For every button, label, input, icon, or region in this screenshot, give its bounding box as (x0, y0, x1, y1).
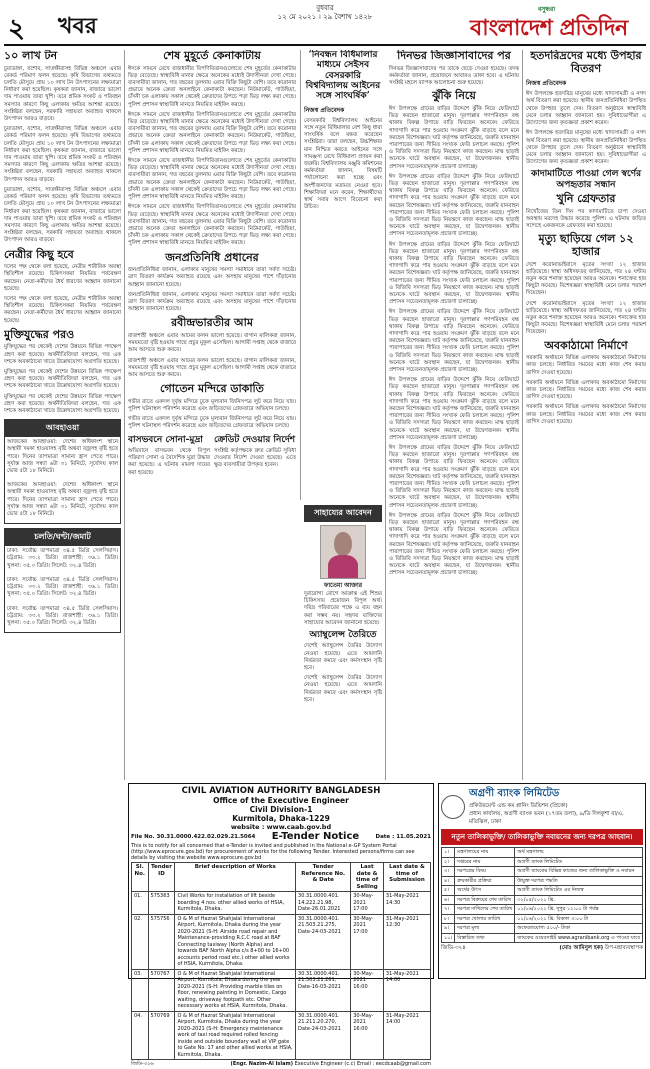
table-cell: 04. (132, 1011, 149, 1060)
column-2 (128, 50, 296, 780)
table-cell: 30-May-2021 17:00 (351, 892, 384, 915)
table-cell: দপ্তরের নাম (455, 857, 515, 867)
tender-email: Email : eecdcaab@gmail.com (356, 1061, 431, 1067)
table-cell: দরপত্র খোলার তারিখ (455, 914, 515, 924)
table-header: Last date & time of Submission (383, 863, 430, 892)
tender-intro: This is to notify for all concerned that e-Tender is invited and published in the National e-GP System Portal (http://www.eprocure.gov.bd) for procurement of works for the following Tender. Interested persons/firms can see details by visiting the website www.eprocure.gov.bd (131, 843, 415, 861)
table-cell: অগ্রণী ব্যাংকের বিভিন্ন কাজের জন্য তালিকাভুক্তি ও নবায়ন (515, 867, 643, 877)
column-divider (124, 50, 125, 780)
table-cell: ৩১/০৫/২০২১ খ্রি. (515, 895, 643, 905)
table-cell: ০১/০৬/২০২১ খ্রি. বিকাল ৩:০০ টা (515, 914, 643, 924)
article-body-continued: মুক্তিযুদ্ধের পর থেকেই দেশের উন্নয়নে বিভিন্ন পদক্ষেপ গ্রহণ করা হয়েছে। অর্থনীতিবিদরা বলছেন, গত এক দশকে অবকাঠামো খাতে উল্লেখযোগ্য অগ্রগতি হয়েছে। (4, 369, 121, 390)
article-body-continued: ঈদ উপলক্ষে গ্রামের বাড়ির উদ্দেশে ঝুঁকি নিয়ে ফেরিঘাটে ভিড় করছেন হাজারো মানুষ। দূরপাল্লার গণপরিবহন বন্ধ থাকায় বিকল্প উপায়ে বাড়ি ফিরছেন অনেকে। ফেরিতে গাদাগাদি করে পার হওয়ায় সংক্রমণ ঝুঁকি বাড়ছে বলে মনে করছেন বিশেষজ্ঞরা। ঘাট কর্তৃপক্ষ জানিয়েছে, জরুরি যানবাহন পারাপারের জন্য সীমিত সংখ্যক ফেরি চলাচল করছে। পুলিশ ও বিজিবি সদস্যরা ভিড় নিয়ন্ত্রণে কাজ করছেন। মাস্ক ছাড়াই অনেকে ঘাটে অবস্থান করছেন, যা উদ্বেগজনক। স্থানীয় প্রশাসন সচেতনতামূলক প্রচারণা চালাচ্ছে। (389, 309, 519, 373)
table-cell: 03. (132, 969, 149, 1011)
table-cell: 31-May-2021 14:30 (383, 892, 430, 915)
table-cell: 31-May-2021 14:00 (383, 1011, 430, 1060)
bank-address: প্রধান কার্যালয়, অগ্রণী ব্যাংক ভবন (১৭তম তলা), ৯/ডি দিলকুশা বা/এ, মতিঝিল, ঢাকা (469, 811, 624, 825)
headline: জনপ্রতিনিধি প্রধানের (165, 250, 259, 264)
article-body-continued: চুয়াডাঙ্গা, যশোর, সাতক্ষীরাসহ বিভিন্ন অঞ্চলে এবার রেকর্ড পরিমাণ ফলন হয়েছে। কৃষি বিভাগের তথ্যমতে চলতি মৌসুমে প্রায় ১০ লাখ টন উৎপাদনের লক্ষ্যমাত্রা নির্ধারণ করা হয়েছিল। কৃষকরা জানান, বাজারে ভালো দাম পাওয়ায় তারা খুশি। তবে শ্রমিক সংকট ও পরিবহন সমস্যার কারণে কিছু এলাকায় ক্ষতির আশঙ্কা রয়েছে। সংশ্লিষ্টরা বলছেন, সরকারি সহায়তা অব্যাহত থাকলে উৎপাদন আরও বাড়বে। (4, 126, 121, 183)
table-cell: O & M of Hazrat Shahjalal International Airport, Kurmitola, Dhaka during the year 2020-2021 (S-H: Providing marble tiles on floor, renewing painting in Domestic, Cargo waiting, driveway footpath etc. Other necessary works at HSIA, Kurmitola, Dhaka. (175, 969, 296, 1011)
tender-table (131, 862, 431, 1060)
bank-header (441, 786, 643, 827)
box-body-continued: ঢাকা: সর্বোচ্চ তাপমাত্রা ৩৪.৫ ডিগ্রি সেলসিয়াস। চট্টগ্রাম: ৩৩.২ ডিগ্রি। রাজশাহী: ৩৬.১ ডিগ্রি। খুলনা: ৩৫.০ ডিগ্রি। সিলেট: ৩২.৪ ডিগ্রি। (7, 605, 118, 626)
article-body: সংশ্লিষ্ট কর্তৃপক্ষকে দ্রুত ক্রেডিট সুবিধা দেওয়ার নির্দেশ দেওয়া হয়েছে। এতে ক্ষুদ্র ব্যবসায়ীরা উপকৃত হবেন। (214, 448, 296, 469)
signature-name: (মোঃ আমিনুল হক) (559, 945, 604, 951)
article-body: বেসরকারি বিশ্ববিদ্যালয় আইনের সঙ্গে নতুন বিধিমালার বেশ কিছু ধারা সাংঘর্ষিক বলে মন্তব্য করেছেন সংশ্লিষ্টরা। তারা বলছেন, উচ্চশিক্ষার মান নিশ্চিত করতে আইনের সঙ্গে সামঞ্জস্য রেখে বিধিমালা প্রণয়ন করা জরুরি। বিশ্ববিদ্যালয় মঞ্জুরি কমিশনের কর্মকর্তারা জানান, বিষয়টি পর্যালোচনা করা হচ্ছে এবং অংশীজনদের মতামত নেওয়া হবে। শিক্ষাবিদরা মনে করেন, শিক্ষার্থীদের স্বার্থ সবার আগে বিবেচনা করা উচিত। (304, 117, 382, 211)
table-header: Sl. No. (132, 863, 149, 892)
article-body-continued: সরকারি অর্থায়নে বিভিন্ন এলাকায় অবকাঠামো নির্মাণের কাজ চলছে। নির্ধারিত সময়ের মধ্যে কাজ শেষ করার তাগিদ দেওয়া হয়েছে। (526, 379, 646, 401)
day: বুধবার (316, 4, 334, 12)
article-body-continued: ঈদ উপলক্ষে গ্রামের বাড়ির উদ্দেশে ঝুঁকি নিয়ে ফেরিঘাটে ভিড় করছেন হাজারো মানুষ। দূরপাল্লার গণপরিবহন বন্ধ থাকায় বিকল্প উপায়ে বাড়ি ফিরছেন অনেকে। ফেরিতে গাদাগাদি করে পার হওয়ায় সংক্রমণ ঝুঁকি বাড়ছে বলে মনে করছেন বিশেষজ্ঞরা। ঘাট কর্তৃপক্ষ জানিয়েছে, জরুরি যানবাহন পারাপারের জন্য সীমিত সংখ্যক ফেরি চলাচল করছে। পুলিশ ও বিজিবি সদস্যরা ভিড় নিয়ন্ত্রণে কাজ করছেন। মাস্ক ছাড়াই অনেকে ঘাটে অবস্থান করছেন, যা উদ্বেগজনক। স্থানীয় প্রশাসন সচেতনতামূলক প্রচারণা চালাচ্ছে। (389, 173, 519, 238)
table-header-row (132, 863, 431, 892)
article-body-continued: দলের পক্ষ থেকে বলা হয়েছে, নেত্রীর শারীরিক অবস্থা স্থিতিশীল রয়েছে। চিকিৎসকরা নিয়মিত পর্যবেক্ষণ করছেন। নেতা-কর্মীদের ধৈর্য ধারণের আহ্বান জানানো হয়েছে। (4, 295, 121, 324)
column-divider (300, 50, 301, 500)
table-row (442, 848, 643, 858)
article-body: চুয়াডাঙ্গা, যশোর, সাতক্ষীরাসহ বিভিন্ন অঞ্চলে এবার রেকর্ড পরিমাণ ফলন হয়েছে। কৃষি বিভাগের তথ্যমতে চলতি মৌসুমে প্রায় ১০ লাখ টন উৎপাদনের লক্ষ্যমাত্রা নির্ধারণ করা হয়েছিল। কৃষকরা জানান, বাজারে ভালো দাম পাওয়ায় তারা খুশি। তবে শ্রমিক সংকট ও পরিবহন সমস্যার কারণে কিছু এলাকায় ক্ষতির আশঙ্কা রয়েছে। সংশ্লিষ্টরা বলছেন, সরকারি সহায়তা অব্যাহত থাকলে উৎপাদন আরও বাড়বে। (4, 65, 121, 123)
headline: কাদামাটিতে পাওয়া গেল স্বর্ণের অপহৃতার সন্ধান (530, 169, 642, 190)
table-cell: অফেরতযোগ্য ৫০০/- টাকা (515, 924, 643, 934)
table-cell: অগ্রণী ব্যাংক লিমিটেড (515, 857, 643, 867)
table-row (132, 892, 431, 915)
article-body: দেশে করোনাভাইরাসে মৃতের সংখ্যা ১২ হাজার ছাড়িয়েছে। স্বাস্থ্য অধিদফতর জানিয়েছে, গত ২৪ ঘণ্টায় নতুন করে শনাক্ত হয়েছেন আরও অনেকে। শনাক্তের হার কিছুটা কমেছে। বিশেষজ্ঞরা স্বাস্থ্যবিধি মেনে চলার পরামর্শ দিয়েছেন। (526, 261, 646, 297)
table-cell: ৫। (442, 886, 455, 896)
article-body-continued: ঈদ উপলক্ষে গ্রামের বাড়ির উদ্দেশে ঝুঁকি নিয়ে ফেরিঘাটে ভিড় করছেন হাজারো মানুষ। দূরপাল্লার গণপরিবহন বন্ধ থাকায় বিকল্প উপায়ে বাড়ি ফিরছেন অনেকে। ফেরিতে গাদাগাদি করে পার হওয়ায় সংক্রমণ ঝুঁকি বাড়ছে বলে মনে করছেন বিশেষজ্ঞরা। ঘাট কর্তৃপক্ষ জানিয়েছে, জরুরি যানবাহন পারাপারের জন্য সীমিত সংখ্যক ফেরি চলাচল করছে। পুলিশ ও বিজিবি সদস্যরা ভিড় নিয়ন্ত্রণে কাজ করছেন। মাস্ক ছাড়াই অনেকে ঘাটে অবস্থান করছেন, যা উদ্বেগজনক। স্থানীয় প্রশাসন সচেতনতামূলক প্রচারণা চালাচ্ছে। (389, 445, 519, 509)
table-cell: ব্যাংকের ওয়েবসাইট www.agranibank.org এ পাওয়া যাবে (515, 933, 643, 943)
bank-notice-title: নতুন তালিকাভুক্তি/ তালিকাভুক্তি নবায়নের জন্য দরপত্র আহবান। (441, 829, 643, 845)
article-body-continued: দেশেই অ্যাম্বুলেন্স তৈরির উদ্যোগ নেওয়া হয়েছে। এতে আমদানি নির্ভরতা কমবে এবং কর্মসংস্থান সৃষ্টি হবে। (304, 675, 382, 703)
table-cell: 575756 (148, 914, 175, 969)
box-title: চলতি/ঘণ্টা/জমাট (5, 529, 120, 546)
box-title: আবহাওয়া (5, 420, 120, 437)
headline: নেত্রীর কিছু হবে (4, 247, 74, 261)
table-cell: 30-May-2021 16:00 (351, 1011, 384, 1060)
article-body: মুক্তিযুদ্ধের পর থেকেই দেশের উন্নয়নে বিভিন্ন পদক্ষেপ গ্রহণ করা হয়েছে। অর্থনীতিবিদরা বলছেন, গত এক দশকে অবকাঠামো খাতে উল্লেখযোগ্য অগ্রগতি হয়েছে। (4, 344, 121, 365)
article-body-continued: রাজশাহী অঞ্চলে এবার আমের ফলন ভালো হয়েছে। বাগান মালিকরা জানান, সময়মতো বৃষ্টি হওয়ায় গাছে প্রচুর মুকুল এসেছিল। আগামী সপ্তাহ থেকে বাজারে আম আসতে শুরু করবে। (128, 357, 296, 379)
headline: ঝুঁকি নিয়ে (432, 89, 476, 103)
table-cell: ক্রয়কারীর প্রক্রিয়া (455, 876, 515, 886)
headline: দিনভর জিজ্ঞাসাবাদের পর (397, 50, 511, 62)
tender-division: Civil Division-1 (249, 805, 313, 814)
dateline (220, 4, 430, 22)
table-cell: 31-May-2021 12:30 (383, 914, 430, 969)
table-cell: উন্মুক্ত দরপত্র পদ্ধতি (515, 876, 643, 886)
table-cell: O & M of Hazrat Shahjalal International Airport, Kurmitola, Dhaka during the year 2020-2021 (S-H: Airside road repair and Maintenance-providing R.C.C road at BAF Connecting taxiway (North Alpha) and towards BAF North Alpha c/s 8+00 to 16+00 accounts period road etc.) other allied works of HSIA, Kurmitola, Dhaka. (175, 914, 296, 969)
column-1 (4, 50, 121, 975)
table-cell: ৪। (442, 876, 455, 886)
table-cell: ৩। (442, 867, 455, 877)
article-body: দেশেই অ্যাম্বুলেন্স তৈরির উদ্যোগ নেওয়া হয়েছে। এতে আমদানি নির্ভরতা কমবে এবং কর্মসংস্থান সৃষ্টি হবে। (304, 643, 382, 671)
appeal-body: দুরারোগ্য রোগে আক্রান্ত এই শিশুর চিকিৎসায় প্রয়োজন বিপুল অর্থ। দরিদ্র পরিবারের পক্ষে এ ব্যয় বহন করা সম্ভব নয়। সহৃদয় ব্যক্তিদের সাহায্যের আবেদন জানানো হয়েছে। (304, 591, 382, 626)
table-row (442, 867, 643, 877)
bank-notice (438, 783, 646, 979)
article-body: নিখোঁজের তিন দিন পর কাদামাটিতে চাপা দেওয়া অবস্থায় মরদেহ উদ্ধার করেছে পুলিশ। এ ঘটনায় জড়িত সন্দেহে একজনকে গ্রেফতার করা হয়েছে। (526, 208, 646, 230)
article-body-continued: ঈদ উপলক্ষে গ্রামের বাড়ির উদ্দেশে ঝুঁকি নিয়ে ফেরিঘাটে ভিড় করছেন হাজারো মানুষ। দূরপাল্লার গণপরিবহন বন্ধ থাকায় বিকল্প উপায়ে বাড়ি ফিরছেন অনেকে। ফেরিতে গাদাগাদি করে পার হওয়ায় সংক্রমণ ঝুঁকি বাড়ছে বলে মনে করছেন বিশেষজ্ঞরা। ঘাট কর্তৃপক্ষ জানিয়েছে, জরুরি যানবাহন পারাপারের জন্য সীমিত সংখ্যক ফেরি চলাচল করছে। পুলিশ ও বিজিবি সদস্যরা ভিড় নিয়ন্ত্রণে কাজ করছেন। মাস্ক ছাড়াই অনেকে ঘাটে অবস্থান করছেন, যা উদ্বেগজনক। স্থানীয় প্রশাসন সচেতনতামূলক প্রচারণা চালাচ্ছে। (389, 241, 519, 306)
masthead (0, 0, 650, 46)
table-cell: 575363 (148, 892, 175, 915)
article-body: সরকারি অর্থায়নে বিভিন্ন এলাকায় অবকাঠামো নির্মাণের কাজ চলছে। নির্ধারিত সময়ের মধ্যে কাজ শেষ করার তাগিদ দেওয়া হয়েছে। (526, 355, 646, 376)
article-body: দিনভর জিজ্ঞাসাবাদের পর তাকে ছেড়ে দেওয়া হয়েছে। তদন্ত কর্মকর্তারা জানান, প্রয়োজনে আবারও ডাকা হবে। এ ঘটনায় সংশ্লিষ্ট মহলে ব্যাপক আলোচনা শুরু হয়েছে। (389, 65, 519, 87)
headline: রবীন্দ্রভারতীর আম (171, 316, 253, 330)
table-row (442, 924, 643, 934)
table-row (442, 933, 643, 943)
table-row (442, 905, 643, 915)
article-body-continued: ঈদকে সামনে রেখে রাজধানীর বিপণিবিতানগুলোতে শেষ মুহূর্তের কেনাকাটার ভিড় বেড়েছে। স্বাস্থ্যবিধি মানার ক্ষেত্রে অনেকের মধ্যেই উদাসীনতা দেখা গেছে। ব্যবসায়ীরা জানান, গত বছরের তুলনায় এবার বিক্রি কিছুটা বেশি। তবে করোনার প্রভাবে অনেক ক্রেতা অনলাইনে কেনাকাটা করছেন। নিউমার্কেট, গাউছিয়া, চাঁদনী চক এলাকায় সকাল থেকেই ক্রেতাদের উপচে পড়া ভিড় লক্ষ্য করা গেছে। পুলিশ প্রশাসন স্বাস্থ্যবিধি মানতে নিয়মিত মাইকিং করছে। (128, 111, 296, 154)
headline: মৃত্যু ছাড়িয়ে গেল ১২ হাজার (538, 232, 634, 258)
table-cell: 01. (132, 892, 149, 915)
headline: গোতেন মন্দিরে ডাকাতি (160, 382, 264, 396)
tender-title: E-Tender Notice (271, 831, 360, 842)
tender-footer (131, 1061, 431, 1069)
bank-footer (441, 945, 643, 953)
article-body: রাজশাহী অঞ্চলে এবার আমের ফলন ভালো হয়েছে। বাগান মালিকরা জানান, সময়মতো বৃষ্টি হওয়ায় গাছে প্রচুর মুকুল এসেছিল। আগামী সপ্তাহ থেকে বাজারে আম আসতে শুরু করবে। (128, 333, 296, 354)
tender-address: Kurmitola, Dhaka-1229 (232, 814, 330, 823)
newspaper-logo: বাংলাদেশ প্রতিদিন (470, 15, 628, 41)
table-cell: ১০। (442, 933, 455, 943)
tender-meta (131, 831, 431, 842)
table-cell: অর্থের উৎস (455, 886, 515, 896)
table-header: Last date & time of Selling (351, 863, 384, 892)
bank-table (441, 847, 643, 943)
table-cell: অর্থ মন্ত্রণালয় (515, 848, 643, 858)
info-box (4, 528, 121, 633)
table-cell: O & M of Hazrat Shahjalal International Airport, Kurmitola, Dhaka during the year 2020-2021 (S-H: Emergency maintenance work of taxi road required rolled fencing inside and outside boundary wall at VIP gate to Gate No. 17 and other allied works at HSIA, Kurmitola, Dhaka. (175, 1011, 296, 1060)
column-divider (522, 50, 523, 780)
headline: অ্যাম্বুলেন্স তৈরিতে (309, 630, 377, 641)
article-body-continued: ঈদকে সামনে রেখে রাজধানীর বিপণিবিতানগুলোতে শেষ মুহূর্তের কেনাকাটার ভিড় বেড়েছে। স্বাস্থ্যবিধি মানার ক্ষেত্রে অনেকের মধ্যেই উদাসীনতা দেখা গেছে। ব্যবসায়ীরা জানান, গত বছরের তুলনায় এবার বিক্রি কিছুটা বেশি। তবে করোনার প্রভাবে অনেক ক্রেতা অনলাইনে কেনাকাটা করছেন। নিউমার্কেট, গাউছিয়া, চাঁদনী চক এলাকায় সকাল থেকেই ক্রেতাদের উপচে পড়া ভিড় লক্ষ্য করা গেছে। পুলিশ প্রশাসন স্বাস্থ্যবিধি মানতে নিয়মিত মাইকিং করছে। (128, 158, 296, 201)
article-body-continued: ঈদ উপলক্ষে গ্রামের বাড়ির উদ্দেশে ঝুঁকি নিয়ে ফেরিঘাটে ভিড় করছেন হাজারো মানুষ। দূরপাল্লার গণপরিবহন বন্ধ থাকায় বিকল্প উপায়ে বাড়ি ফিরছেন অনেকে। ফেরিতে গাদাগাদি করে পার হওয়ায় সংক্রমণ ঝুঁকি বাড়ছে বলে মনে করছেন বিশেষজ্ঞরা। ঘাট কর্তৃপক্ষ জানিয়েছে, জরুরি যানবাহন পারাপারের জন্য সীমিত সংখ্যক ফেরি চলাচল করছে। পুলিশ ও বিজিবি সদস্যরা ভিড় নিয়ন্ত্রণে কাজ করছেন। মাস্ক ছাড়াই অনেকে ঘাটে অবস্থান করছেন, যা উদ্বেগজনক। স্থানীয় প্রশাসন সচেতনতামূলক প্রচারণা চালাচ্ছে। (389, 377, 519, 441)
headline: হতদরিদ্রদের মধ্যে উপহার বিতরণ (530, 50, 642, 75)
table-cell: ০১/০৬/২০২১ খ্রি. দুপুর ১২:০০ টা পর্যন্ত (515, 905, 643, 915)
table-header: Tender Reference No. & Date (296, 863, 351, 892)
section-name: খবর (58, 13, 97, 39)
table-cell: দরপত্র মূল্য (455, 924, 515, 934)
article-body: জনপ্রতিনিধিরা জানান, এলাকার মানুষের সমস্যা সমাধানে তারা সর্বদা সচেষ্ট। ত্রাণ বিতরণ কার্যক্রম অব্যাহত রয়েছে এবং অসহায় মানুষের পাশে দাঁড়ানোর আহ্বান জানানো হয়েছে। (128, 267, 296, 288)
headline: ক্রেডিট দেওয়ার নির্দেশ (214, 434, 296, 445)
bottom-briefs (128, 435, 296, 480)
photo-caption: ফাতেমা আক্তার (323, 582, 363, 589)
tender-date: Date : 11.05.2021 (375, 833, 431, 840)
tender-website: website : www.caab.gov.bd (230, 823, 332, 831)
table-cell: ২। (442, 857, 455, 867)
column-5 (526, 50, 646, 780)
table-cell: দরপত্রের বিষয় (455, 867, 515, 877)
appeal-section (304, 505, 382, 780)
table-cell: 570769 (148, 1011, 175, 1060)
box-body-continued: আজকের আবহাওয়া: দেশের অধিকাংশ স্থানে অস্থায়ী দমকা হাওয়াসহ বৃষ্টি অথবা বজ্রসহ বৃষ্টি হতে পারে। দিনের তাপমাত্রা সামান্য হ্রাস পেতে পারে। সূর্যাস্ত আজ সন্ধ্যা ৬টা ৩১ মিনিটে, সূর্যোদয় কাল ভোর ৫টা ১৮ মিনিটে। (7, 482, 118, 518)
bank-logo-icon (441, 795, 465, 819)
headline: শেষ মুহূর্তে কেনাকাটায় (163, 50, 261, 62)
article-body-continued: ঈদকে সামনে রেখে রাজধানীর বিপণিবিতানগুলোতে শেষ মুহূর্তের কেনাকাটার ভিড় বেড়েছে। স্বাস্থ্যবিধি মানার ক্ষেত্রে অনেকের মধ্যেই উদাসীনতা দেখা গেছে। ব্যবসায়ীরা জানান, গত বছরের তুলনায় এবার বিক্রি কিছুটা বেশি। তবে করোনার প্রভাবে অনেক ক্রেতা অনলাইনে কেনাকাটা করছেন। নিউমার্কেট, গাউছিয়া, চাঁদনী চক এলাকায় সকাল থেকেই ক্রেতাদের উপচে পড়া ভিড় লক্ষ্য করা গেছে। পুলিশ প্রশাসন স্বাস্থ্যবিধি মানতে নিয়মিত মাইকিং করছে। (128, 204, 296, 247)
date: ১২ মে ২০২১ । ২৯ বৈশাখ ১৪২৮ (277, 13, 373, 21)
signature-title: Executive Engineer (c.c) (294, 1061, 356, 1067)
tender-office: Office of the Executive Engineer (213, 796, 349, 805)
article-body-continued: সরকারি অর্থায়নে বিভিন্ন এলাকায় অবকাঠামো নির্মাণের কাজ চলছে। নির্ধারিত সময়ের মধ্যে কাজ শেষ করার তাগিদ দেওয়া হয়েছে। (526, 404, 646, 425)
table-cell: 30.31.0000.401. 14.222.21.98, Date-26.01.2021 (296, 892, 351, 915)
byline: নিজস্ব প্রতিবেদক (526, 80, 567, 88)
article-body: গভীর রাতে একদল দুর্বৃত্ত মন্দিরে ঢুকে মূল্যবান জিনিসপত্র লুট করে নিয়ে যায়। পুলিশ ঘটনাস্থল পরিদর্শন করেছে এবং জড়িতদের গ্রেফতারে অভিযান চলছে। (128, 398, 296, 413)
article-body-continued: ঈদ উপলক্ষে গ্রামের বাড়ির উদ্দেশে ঝুঁকি নিয়ে ফেরিঘাটে ভিড় করছেন হাজারো মানুষ। দূরপাল্লার গণপরিবহন বন্ধ থাকায় বিকল্প উপায়ে বাড়ি ফিরছেন অনেকে। ফেরিতে গাদাগাদি করে পার হওয়ায় সংক্রমণ ঝুঁকি বাড়ছে বলে মনে করছেন বিশেষজ্ঞরা। ঘাট কর্তৃপক্ষ জানিয়েছে, জরুরি যানবাহন পারাপারের জন্য সীমিত সংখ্যক ফেরি চলাচল করছে। পুলিশ ও বিজিবি সদস্যরা ভিড় নিয়ন্ত্রণে কাজ করছেন। মাস্ক ছাড়াই অনেকে ঘাটে অবস্থান করছেন, যা উদ্বেগজনক। স্থানীয় প্রশাসন সচেতনতামূলক প্রচারণা চালাচ্ছে। (389, 512, 519, 577)
tender-file-no: File No. 30.31.0000.422.02.029.21.5064 (131, 833, 256, 840)
tender-notice (128, 783, 434, 1067)
table-header: Brief description of Works (175, 863, 296, 892)
subheadline: খুনি গ্রেফতার (556, 192, 616, 205)
column-4 (389, 50, 519, 780)
headline: ১০ লাখ টন (4, 50, 58, 62)
bank-name: অগ্রণী ব্যাংক লিমিটেড (469, 788, 560, 799)
header-rule (4, 44, 646, 46)
table-cell: 30-May-2021 17:00 (351, 914, 384, 969)
headline: বাসভবনে সোনা-মুদ্রা (128, 434, 203, 445)
table-cell: অগ্রণী ব্যাংক লিমিটেড এর নিজস্ব (515, 886, 643, 896)
column-divider (385, 150, 386, 780)
table-cell: 30.31.0000.401. 21.503.21.275, Date-24-03-2021 (296, 914, 351, 969)
article-body: দলের পক্ষ থেকে বলা হয়েছে, নেত্রীর শারীরিক অবস্থা স্থিতিশীল রয়েছে। চিকিৎসকরা নিয়মিত পর্যবেক্ষণ করছেন। নেতা-কর্মীদের ধৈর্য ধারণের আহ্বান জানানো হয়েছে। (4, 264, 121, 292)
table-row (442, 914, 643, 924)
table-row (132, 969, 431, 1011)
table-cell: 30.31.0000.401. 21.211.20.270, Date-24-03-2021 (296, 1011, 351, 1060)
table-row (442, 895, 643, 905)
article-body-continued: দেশে করোনাভাইরাসে মৃতের সংখ্যা ১২ হাজার ছাড়িয়েছে। স্বাস্থ্য অধিদফতর জানিয়েছে, গত ২৪ ঘণ্টায় নতুন করে শনাক্ত হয়েছেন আরও অনেকে। শনাক্তের হার কিছুটা কমেছে। বিশেষজ্ঞরা স্বাস্থ্যবিধি মেনে চলার পরামর্শ দিয়েছেন। (526, 300, 646, 336)
article-body: ঈদ উপলক্ষে গ্রামের বাড়ির উদ্দেশে ঝুঁকি নিয়ে ফেরিঘাটে ভিড় করছেন হাজারো মানুষ। দূরপাল্লার গণপরিবহন বন্ধ থাকায় বিকল্প উপায়ে বাড়ি ফিরছেন অনেকে। ফেরিতে গাদাগাদি করে পার হওয়ায় সংক্রমণ ঝুঁকি বাড়ছে বলে মনে করছেন বিশেষজ্ঞরা। ঘাট কর্তৃপক্ষ জানিয়েছে, জরুরি যানবাহন পারাপারের জন্য সীমিত সংখ্যক ফেরি চলাচল করছে। পুলিশ ও বিজিবি সদস্যরা ভিড় নিয়ন্ত্রণে কাজ করছেন। মাস্ক ছাড়াই অনেকে ঘাটে অবস্থান করছেন, যা উদ্বেগজনক। স্থানীয় প্রশাসন সচেতনতামূলক প্রচারণা চালাচ্ছে। (389, 105, 519, 170)
bank-division: প্রকিউরমেন্ট এন্ড কম প্লানিং ডিভিশন (প্রিকো) (469, 803, 568, 809)
table-row (442, 886, 643, 896)
table-cell: ১। (442, 848, 455, 858)
logo-small: বসুন্ধরা (538, 6, 556, 13)
table-cell: 570767 (148, 969, 175, 1011)
table-cell: বিস্তারিত তথ্য (455, 933, 515, 943)
table-cell: Civil Works for installation of lift beside boarding 4 nos. other allied works of HSIA, Kurmitola, Dhaka. (175, 892, 296, 915)
appeal-photo (320, 525, 366, 579)
box-body: আজকের আবহাওয়া: দেশের অধিকাংশ স্থানে অস্থায়ী দমকা হাওয়াসহ বৃষ্টি অথবা বজ্রসহ বৃষ্টি হতে পারে। দিনের তাপমাত্রা সামান্য হ্রাস পেতে পারে। সূর্যাস্ত আজ সন্ধ্যা ৬টা ৩১ মিনিটে, সূর্যোদয় কাল ভোর ৫টা ১৮ মিনিটে। (7, 439, 118, 475)
brief (128, 435, 210, 480)
box-body-continued: ঢাকা: সর্বোচ্চ তাপমাত্রা ৩৪.৫ ডিগ্রি সেলসিয়াস। চট্টগ্রাম: ৩৩.২ ডিগ্রি। রাজশাহী: ৩৬.১ ডিগ্রি। খুলনা: ৩৫.০ ডিগ্রি। সিলেট: ৩২.৪ ডিগ্রি। (7, 576, 118, 598)
headline: অবকাঠামো নির্মাণে (544, 338, 628, 352)
info-box (4, 419, 121, 524)
table-header: Tender ID (148, 863, 175, 892)
table-cell: ৭। (442, 905, 455, 915)
article-body-continued: গভীর রাতে একদল দুর্বৃত্ত মন্দিরে ঢুকে মূল্যবান জিনিসপত্র লুট করে নিয়ে যায়। পুলিশ ঘটনাস্থল পরিদর্শন করেছে এবং জড়িতদের গ্রেফতারে অভিযান চলছে। (128, 416, 296, 430)
tender-signature (231, 1061, 431, 1069)
article-body: ঈদকে সামনে রেখে রাজধানীর বিপণিবিতানগুলোতে শেষ মুহূর্তের কেনাকাটার ভিড় বেড়েছে। স্বাস্থ্যবিধি মানার ক্ষেত্রে অনেকের মধ্যেই উদাসীনতা দেখা গেছে। ব্যবসায়ীরা জানান, গত বছরের তুলনায় এবার বিক্রি কিছুটা বেশি। তবে করোনার প্রভাবে অনেক ক্রেতা অনলাইনে কেনাকাটা করছেন। নিউমার্কেট, গাউছিয়া, চাঁদনী চক এলাকায় সকাল থেকেই ক্রেতাদের উপচে পড়া ভিড় লক্ষ্য করা গেছে। পুলিশ প্রশাসন স্বাস্থ্যবিধি মানতে নিয়মিত মাইকিং করছে। (128, 65, 296, 108)
article-body-continued: মুক্তিযুদ্ধের পর থেকেই দেশের উন্নয়নে বিভিন্ন পদক্ষেপ গ্রহণ করা হয়েছে। অর্থনীতিবিদরা বলছেন, গত এক দশকে অবকাঠামো খাতে উল্লেখযোগ্য অগ্রগতি হয়েছে। (4, 393, 121, 415)
signature-title: উপ-মহাব্যবস্থাপক (604, 945, 643, 951)
table-cell: 30.31.0000.401. 21.503.21.261, Date-16-03-2021 (296, 969, 351, 1011)
tender-reg: জিডি-৩২৬ (131, 1061, 154, 1067)
article-body: অভিযানে বাসভবন থেকে বিপুল পরিমাণ সোনা ও বৈদেশিক মুদ্রা উদ্ধার করা হয়েছে। এ ঘটনায় মামলা দায়ের করা হয়েছে। (128, 448, 210, 476)
table-cell: দরপত্র বিক্রয়ের শেষ তারিখ (455, 895, 515, 905)
article-body-continued: চুয়াডাঙ্গা, যশোর, সাতক্ষীরাসহ বিভিন্ন অঞ্চলে এবার রেকর্ড পরিমাণ ফলন হয়েছে। কৃষি বিভাগের তথ্যমতে চলতি মৌসুমে প্রায় ১০ লাখ টন উৎপাদনের লক্ষ্যমাত্রা নির্ধারণ করা হয়েছিল। কৃষকরা জানান, বাজারে ভালো দাম পাওয়ায় তারা খুশি। তবে শ্রমিক সংকট ও পরিবহন সমস্যার কারণে কিছু এলাকায় ক্ষতির আশঙ্কা রয়েছে। সংশ্লিষ্টরা বলছেন, সরকারি সহায়তা অব্যাহত থাকলে উৎপাদন আরও বাড়বে। (4, 186, 121, 244)
table-row (442, 857, 643, 867)
tender-org: CIVIL AVIATION AUTHORITY BANGLADESH (181, 786, 381, 796)
appeal-title: সাহায্যের আবেদন (304, 505, 382, 522)
headline: মুক্তিযুদ্ধের পরও (4, 327, 75, 341)
table-cell: ৮। (442, 914, 455, 924)
table-cell: 31-May-2021 14:00 (383, 969, 430, 1011)
table-row (132, 1011, 431, 1060)
article-body: ঈদ উপলক্ষে হতদরিদ্র মানুষের মধ্যে খাদ্যসামগ্রী ও নগদ অর্থ বিতরণ করা হয়েছে। স্থানীয় জনপ্রতিনিধিরা উপস্থিত থেকে উপহার তুলে দেন। বিতরণ অনুষ্ঠানে স্বাস্থ্যবিধি মেনে চলার আহ্বান জানানো হয়। সুবিধাভোগীরা এ উদ্যোগের জন্য কৃতজ্ঞতা প্রকাশ করেন। (526, 91, 646, 127)
box-body: ঢাকা: সর্বোচ্চ তাপমাত্রা ৩৪.৫ ডিগ্রি সেলসিয়াস। চট্টগ্রাম: ৩৩.২ ডিগ্রি। রাজশাহী: ৩৬.১ ডিগ্রি। খুলনা: ৩৫.০ ডিগ্রি। সিলেট: ৩২.৪ ডিগ্রি। (7, 548, 118, 569)
table-cell: ৬। (442, 895, 455, 905)
brief (214, 435, 296, 480)
article-body-continued: জনপ্রতিনিধিরা জানান, এলাকার মানুষের সমস্যা সমাধানে তারা সর্বদা সচেষ্ট। ত্রাণ বিতরণ কার্যক্রম অব্যাহত রয়েছে এবং অসহায় মানুষের পাশে দাঁড়ানোর আহ্বান জানানো হয়েছে। (128, 291, 296, 313)
table-cell: 02. (132, 914, 149, 969)
table-row (132, 914, 431, 969)
table-cell: দরপত্র দাখিলের শেষ তারিখ (455, 905, 515, 915)
table-cell: মন্ত্রণালয়ের নাম (455, 848, 515, 858)
table-cell: 30-May-2021 16:00 (351, 969, 384, 1011)
bank-reg: জিডি-৩২৪ (441, 945, 466, 951)
signature-name: (Engr. Nazim-Al Islam) (230, 1061, 293, 1067)
page-number: ২ (8, 14, 25, 44)
headline: ‘নিবন্ধন বিধিমালার মাধ্যমে সেইসব বেসরকারি বিশ্ববিদ্যালয় আইনের সঙ্গে সাংঘর্ষিক’ (305, 50, 381, 102)
table-row (442, 876, 643, 886)
table-cell: ৯। (442, 924, 455, 934)
bank-signature (559, 945, 643, 953)
article-body-continued: ঈদ উপলক্ষে হতদরিদ্র মানুষের মধ্যে খাদ্যসামগ্রী ও নগদ অর্থ বিতরণ করা হয়েছে। স্থানীয় জনপ্রতিনিধিরা উপস্থিত থেকে উপহার তুলে দেন। বিতরণ অনুষ্ঠানে স্বাস্থ্যবিধি মেনে চলার আহ্বান জানানো হয়। সুবিধাভোগীরা এ উদ্যোগের জন্য কৃতজ্ঞতা প্রকাশ করেন। (526, 130, 646, 166)
byline: নিজস্ব প্রতিবেদক (304, 106, 345, 114)
